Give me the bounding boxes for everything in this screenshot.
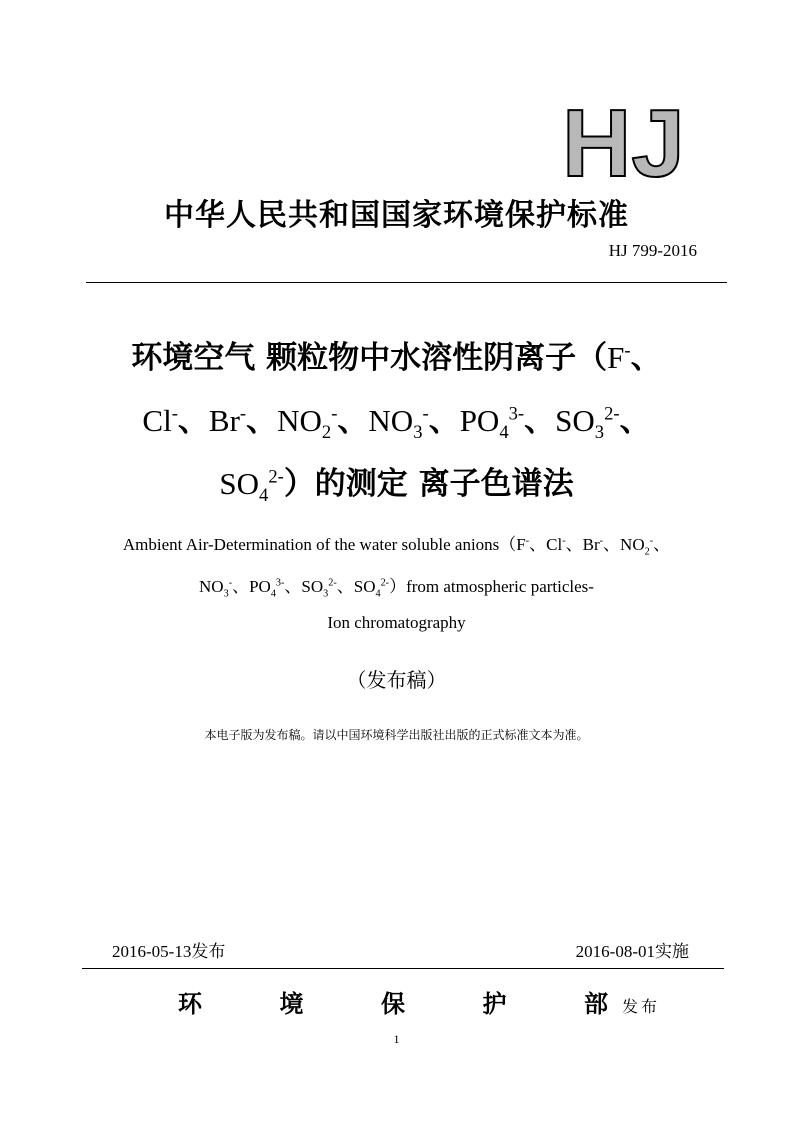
separator: 、: [524, 403, 556, 439]
separator: 、: [336, 577, 354, 596]
en-ion-so4: $SO_4^{2-}$: [353, 577, 390, 600]
en-ion-no2: $NO_2^-$: [620, 535, 654, 558]
separator: 、: [619, 403, 651, 439]
publish-label: 发布: [622, 997, 661, 1016]
title-en-line-3: Ion chromatography: [327, 613, 466, 632]
title-cn-line-3: [0, 458, 793, 507]
separator: 、: [603, 535, 621, 554]
issue-date: 2016-05-13发布: [112, 942, 226, 961]
title-cn-text: 环境空气 颗粒物中水溶性阴离子（: [131, 340, 608, 376]
en-ion-br: Br-: [582, 535, 604, 554]
separator: 、: [337, 403, 369, 439]
draft-label: （发布稿）: [346, 668, 447, 692]
title-en-line-2: [0, 572, 793, 600]
en-ion-no3: $NO_3^-$: [199, 577, 233, 600]
hj-logo-text: HJ: [562, 98, 685, 180]
separator: 、: [565, 535, 583, 554]
org-title: 中华人民共和国国家环境保护标准: [164, 198, 629, 233]
ion-no3: $NO_3^-$: [368, 403, 429, 444]
separator: 、: [428, 403, 460, 439]
separator: 、: [246, 403, 278, 439]
edition-note: 本电子版为发布稿。请以中国环境科学出版社出版的正式标准文本为准。: [204, 728, 589, 742]
separator: 、: [653, 535, 671, 554]
separator: 、: [232, 577, 250, 596]
page-number: 1: [393, 1032, 400, 1046]
title-cn-line-1: [0, 332, 793, 377]
ion-f: F-: [607, 340, 631, 375]
en-ion-so3: $SO_3^{2-}$: [301, 577, 337, 600]
title-cn-line-2: [0, 395, 793, 444]
en-ion-cl: Cl-: [546, 535, 566, 554]
ion-br: Br-: [208, 403, 247, 438]
en-ion-po4: $PO_4^{3-}$: [249, 577, 285, 600]
ion-po4: $PO_4^{3-}$: [459, 403, 525, 444]
implementation-date: 2016-08-01实施: [575, 942, 689, 961]
dept-char: 部: [584, 990, 608, 1018]
ion-cl: Cl-: [142, 403, 178, 438]
en-ion-f: F-: [516, 535, 530, 554]
title-en-line-1: [0, 530, 793, 558]
dept-char: 护: [482, 990, 507, 1018]
ion-so4: $SO_4^{2-}$: [219, 466, 284, 507]
footer-divider: [82, 968, 724, 969]
title-cn-method: ）的测定 离子色谱法: [283, 466, 574, 502]
separator: 、: [630, 340, 662, 376]
issuing-department: [178, 984, 608, 1019]
separator: 、: [177, 403, 209, 439]
separator: 、: [529, 535, 547, 554]
ion-so3: $SO_3^{2-}$: [555, 403, 620, 444]
separator: 、: [284, 577, 302, 596]
hj-logo: [558, 98, 698, 180]
dept-char: 保: [381, 990, 405, 1018]
standard-number: HJ 799-2016: [608, 241, 697, 260]
header-divider: [86, 282, 727, 283]
title-en-tail: ）from atmospheric particles-: [389, 577, 594, 596]
title-en-text: Ambient Air-Determination of the water soluble anions（: [122, 535, 517, 554]
dept-char: 环: [178, 990, 202, 1018]
dept-char: 境: [279, 990, 304, 1018]
ion-no2: $NO_2^-$: [277, 403, 338, 444]
